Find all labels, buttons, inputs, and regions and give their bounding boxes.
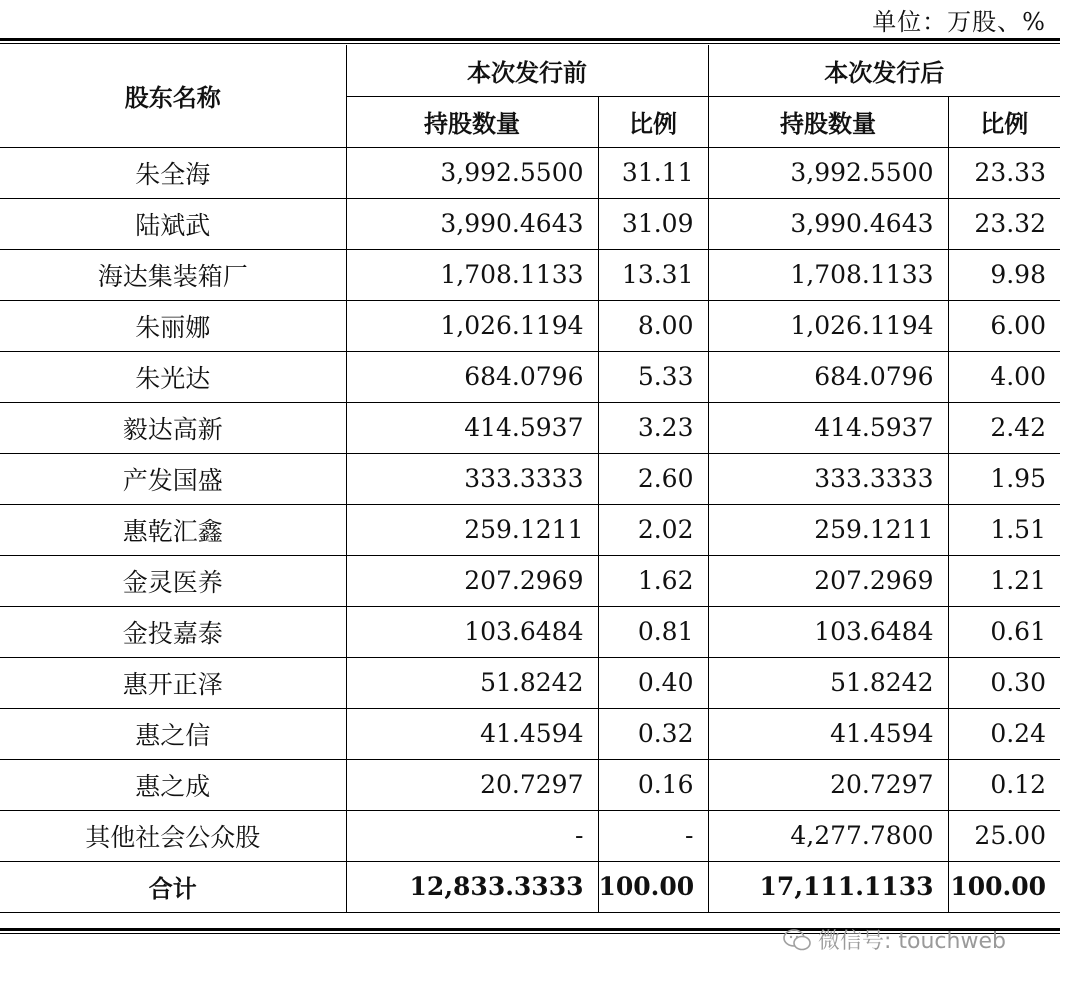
before-ratio-cell: 0.40 <box>598 657 708 708</box>
before-ratio-cell: 5.33 <box>598 351 708 402</box>
after-shares-cell: 51.8242 <box>708 657 948 708</box>
shareholder-name-cell: 惠之信 <box>0 708 346 759</box>
shareholding-table <box>0 45 1060 913</box>
after-shares-cell: 414.5937 <box>708 402 948 453</box>
before-ratio-cell: 0.16 <box>598 759 708 810</box>
table-row <box>0 453 1060 504</box>
before-shares-cell: 1,026.1194 <box>346 300 598 351</box>
after-ratio-cell: 4.00 <box>948 351 1060 402</box>
shareholder-name-cell: 其他社会公众股 <box>0 810 346 861</box>
before-ratio-cell: 13.31 <box>598 249 708 300</box>
total-row <box>0 861 1060 912</box>
before-shares-cell: 3,992.5500 <box>346 147 598 198</box>
before-ratio-cell: 31.11 <box>598 147 708 198</box>
shareholder-name-cell: 海达集装箱厂 <box>0 249 346 300</box>
table-row <box>0 249 1060 300</box>
after-ratio-cell: 25.00 <box>948 810 1060 861</box>
wechat-icon <box>782 928 812 952</box>
before-shares-cell: 207.2969 <box>346 555 598 606</box>
header-before-ratio: 比例 <box>598 96 708 147</box>
before-shares-cell: 1,708.1133 <box>346 249 598 300</box>
table-row <box>0 606 1060 657</box>
table-row <box>0 810 1060 861</box>
after-ratio-cell: 2.42 <box>948 402 1060 453</box>
before-shares-cell: - <box>346 810 598 861</box>
after-ratio-cell: 1.95 <box>948 453 1060 504</box>
shareholder-name-cell: 惠乾汇鑫 <box>0 504 346 555</box>
after-ratio-cell: 0.12 <box>948 759 1060 810</box>
table-row <box>0 759 1060 810</box>
table-row <box>0 555 1060 606</box>
after-shares-cell: 684.0796 <box>708 351 948 402</box>
before-shares-cell: 3,990.4643 <box>346 198 598 249</box>
header-after-ratio: 比例 <box>948 96 1060 147</box>
after-shares-cell: 103.6484 <box>708 606 948 657</box>
header-after-shares: 持股数量 <box>708 96 948 147</box>
after-ratio-cell: 9.98 <box>948 249 1060 300</box>
after-shares-cell: 3,992.5500 <box>708 147 948 198</box>
after-ratio-cell: 6.00 <box>948 300 1060 351</box>
before-ratio-cell: 3.23 <box>598 402 708 453</box>
before-shares-cell: 12,833.3333 <box>346 861 598 912</box>
table-row <box>0 402 1060 453</box>
header-before-shares: 持股数量 <box>346 96 598 147</box>
shareholder-name-cell: 陆斌武 <box>0 198 346 249</box>
before-ratio-cell: 0.81 <box>598 606 708 657</box>
before-shares-cell: 333.3333 <box>346 453 598 504</box>
before-ratio-cell: 1.62 <box>598 555 708 606</box>
header-shareholder: 股东名称 <box>0 45 346 147</box>
table-row <box>0 708 1060 759</box>
before-ratio-cell: 2.02 <box>598 504 708 555</box>
header-before-offering: 本次发行前 <box>346 45 708 96</box>
shareholder-name-cell: 朱全海 <box>0 147 346 198</box>
after-shares-cell: 1,026.1194 <box>708 300 948 351</box>
after-shares-cell: 4,277.7800 <box>708 810 948 861</box>
before-ratio-cell: 0.32 <box>598 708 708 759</box>
before-ratio-cell: 100.00 <box>598 861 708 912</box>
after-shares-cell: 259.1211 <box>708 504 948 555</box>
after-ratio-cell: 0.30 <box>948 657 1060 708</box>
before-shares-cell: 41.4594 <box>346 708 598 759</box>
before-shares-cell: 103.6484 <box>346 606 598 657</box>
shareholder-name-cell: 产发国盛 <box>0 453 346 504</box>
table-top-rule-thin <box>0 43 1060 44</box>
shareholder-name-cell: 金投嘉泰 <box>0 606 346 657</box>
before-shares-cell: 259.1211 <box>346 504 598 555</box>
shareholder-name-cell: 朱丽娜 <box>0 300 346 351</box>
watermark-text: 微信号: touchweb <box>818 929 1006 954</box>
after-shares-cell: 1,708.1133 <box>708 249 948 300</box>
unit-label: 单位：万股、% <box>872 8 1046 36</box>
after-ratio-cell: 0.61 <box>948 606 1060 657</box>
after-shares-cell: 17,111.1133 <box>708 861 948 912</box>
shareholder-name-cell: 金灵医养 <box>0 555 346 606</box>
after-ratio-cell: 0.24 <box>948 708 1060 759</box>
shareholder-name-cell: 惠开正泽 <box>0 657 346 708</box>
table-row <box>0 147 1060 198</box>
table-row <box>0 504 1060 555</box>
before-shares-cell: 20.7297 <box>346 759 598 810</box>
after-shares-cell: 207.2969 <box>708 555 948 606</box>
after-ratio-cell: 23.33 <box>948 147 1060 198</box>
shareholder-name-cell: 朱光达 <box>0 351 346 402</box>
table-row <box>0 300 1060 351</box>
after-shares-cell: 41.4594 <box>708 708 948 759</box>
table-row <box>0 351 1060 402</box>
after-shares-cell: 333.3333 <box>708 453 948 504</box>
table-row <box>0 198 1060 249</box>
before-shares-cell: 684.0796 <box>346 351 598 402</box>
table-row <box>0 657 1060 708</box>
before-ratio-cell: 31.09 <box>598 198 708 249</box>
before-ratio-cell: 2.60 <box>598 453 708 504</box>
before-ratio-cell: 8.00 <box>598 300 708 351</box>
after-shares-cell: 3,990.4643 <box>708 198 948 249</box>
table-top-rule <box>0 38 1060 41</box>
table-body <box>0 147 1060 912</box>
before-shares-cell: 51.8242 <box>346 657 598 708</box>
shareholder-name-cell: 毅达高新 <box>0 402 346 453</box>
shareholder-name-cell: 合计 <box>0 861 346 912</box>
header-after-offering: 本次发行后 <box>708 45 1060 96</box>
after-ratio-cell: 23.32 <box>948 198 1060 249</box>
after-ratio-cell: 1.21 <box>948 555 1060 606</box>
before-ratio-cell: - <box>598 810 708 861</box>
watermark <box>782 924 1006 955</box>
before-shares-cell: 414.5937 <box>346 402 598 453</box>
after-ratio-cell: 100.00 <box>948 861 1060 912</box>
after-shares-cell: 20.7297 <box>708 759 948 810</box>
shareholder-name-cell: 惠之成 <box>0 759 346 810</box>
after-ratio-cell: 1.51 <box>948 504 1060 555</box>
